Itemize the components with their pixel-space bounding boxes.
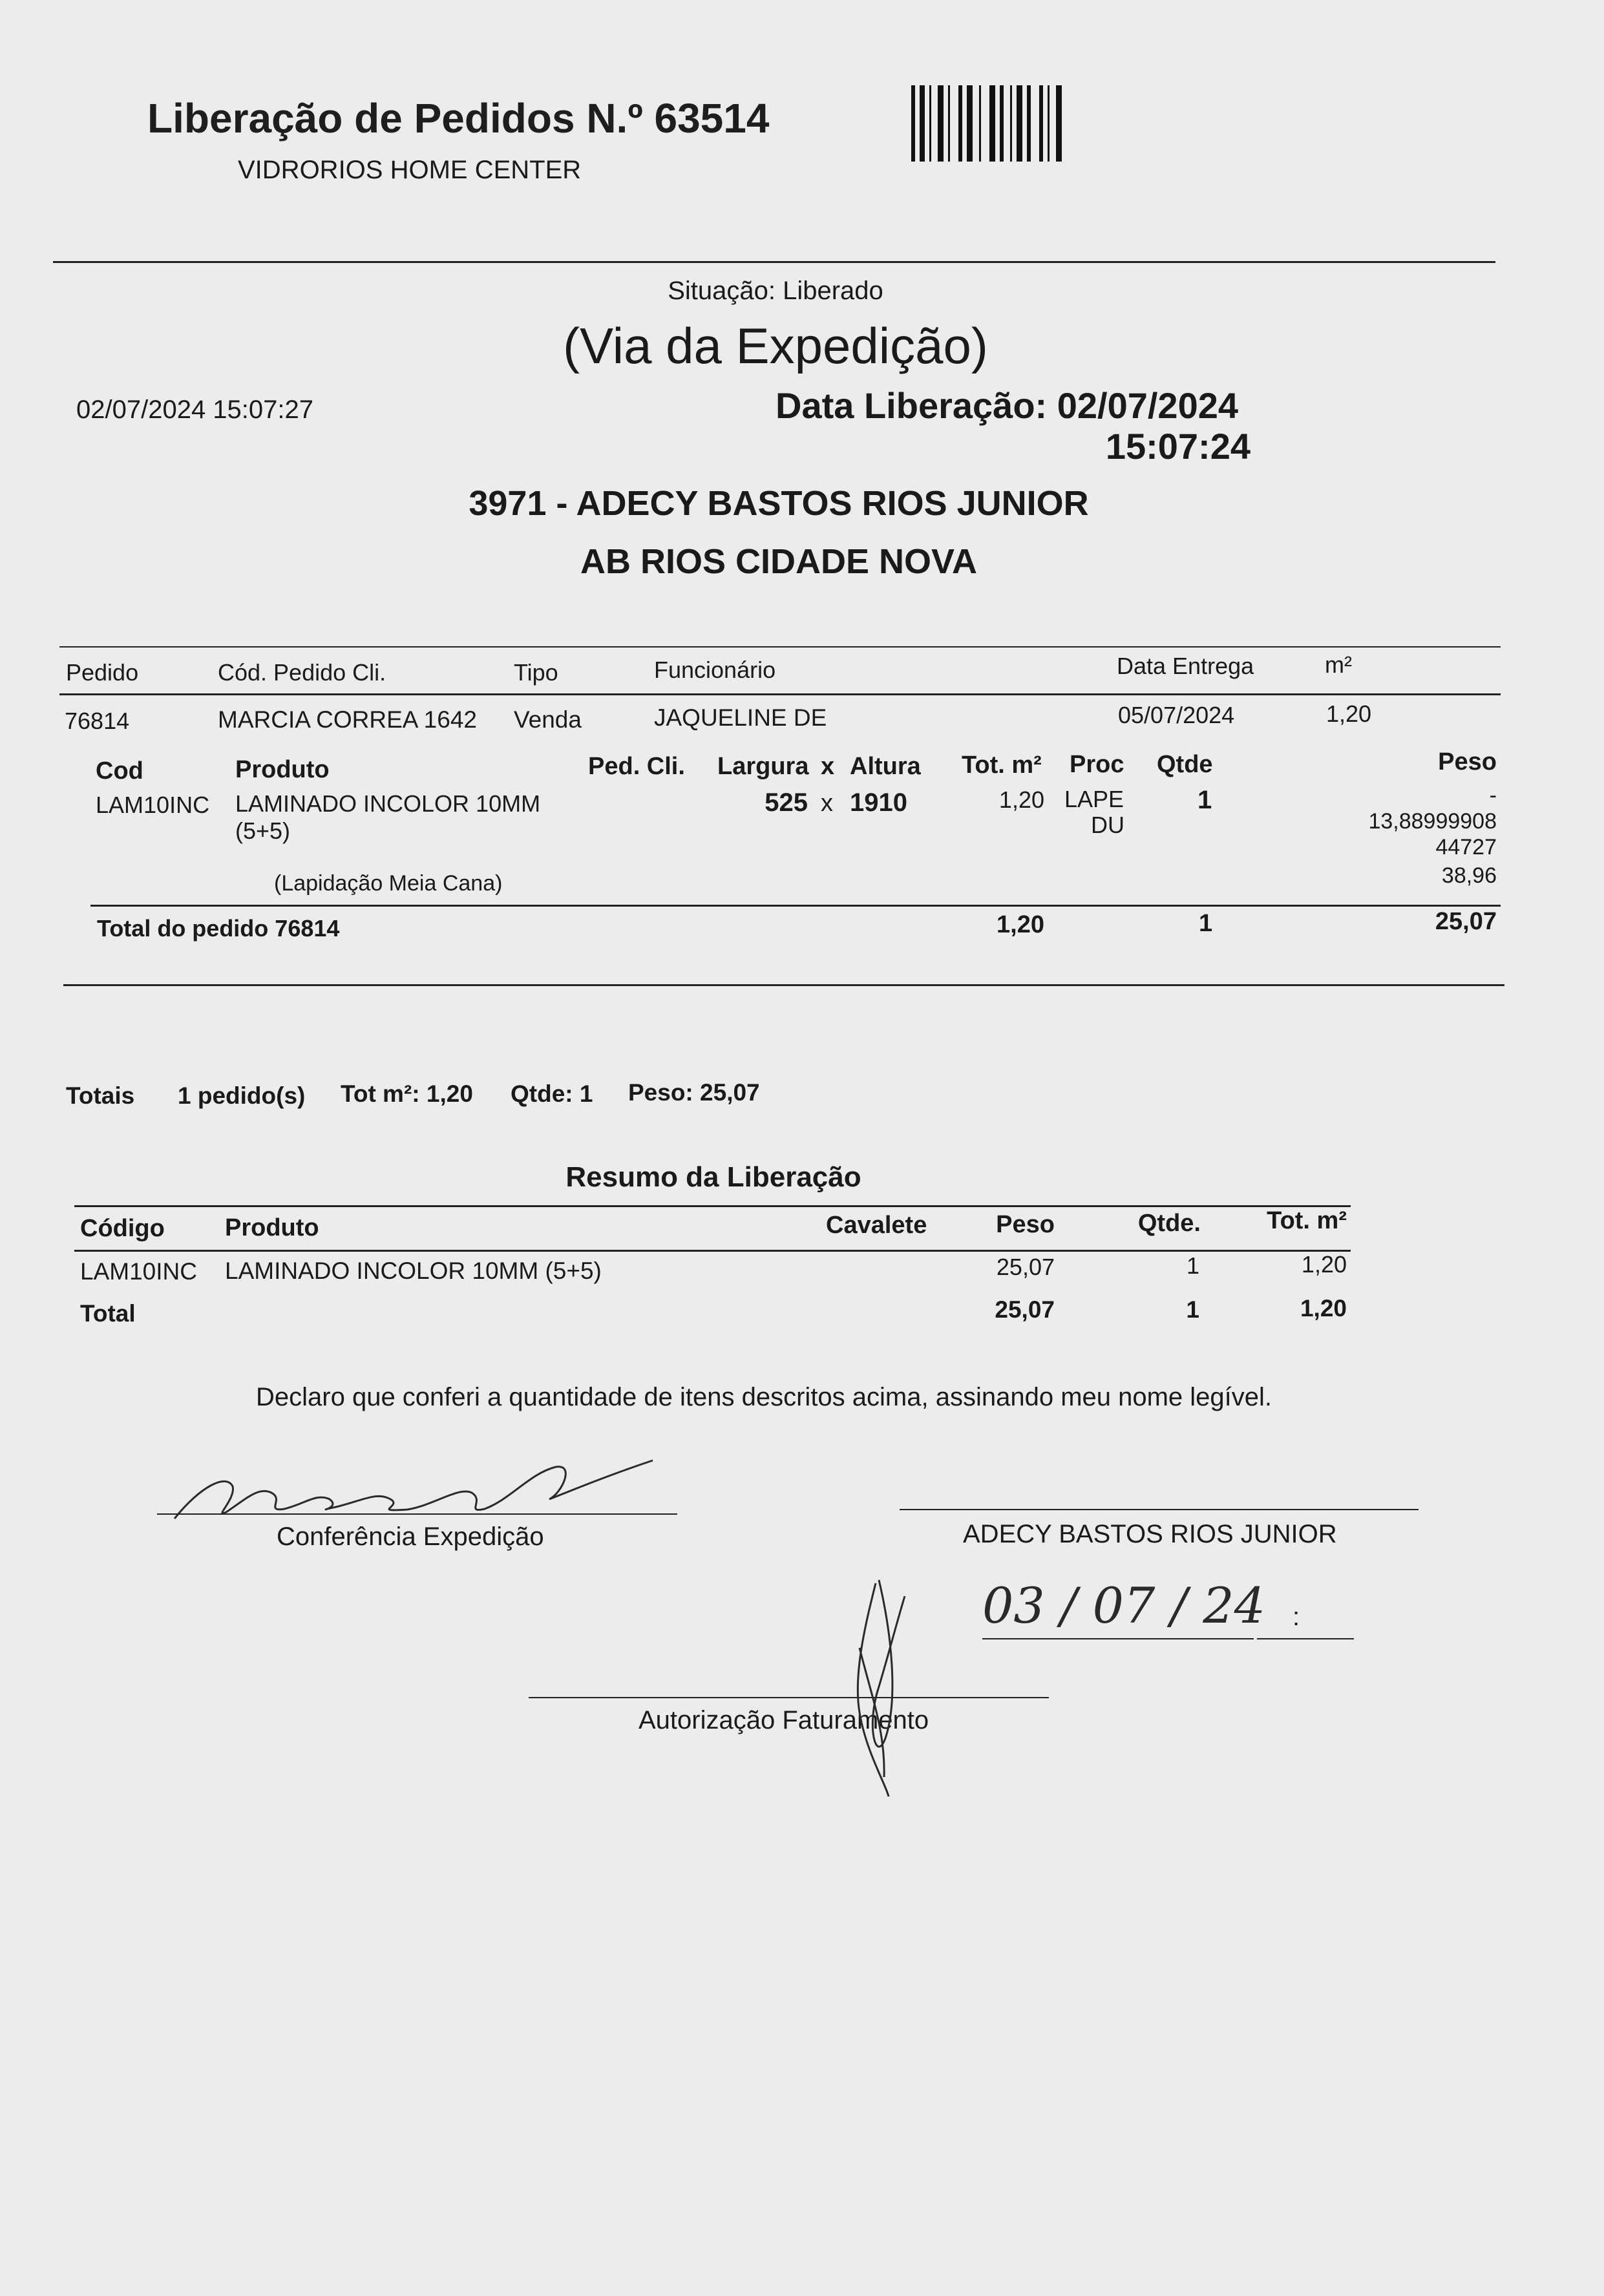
item-tot-m2: 1,20 bbox=[998, 786, 1044, 813]
summary-col-qtde: Qtde. bbox=[1137, 1210, 1201, 1237]
client-name: 3971 - ADECY BASTOS RIOS JUNIOR bbox=[469, 484, 1089, 523]
item-peso-line2: 13,88999908 bbox=[1368, 809, 1497, 834]
date-suffix-underline bbox=[1257, 1638, 1354, 1639]
item-largura: 525 bbox=[765, 788, 808, 817]
col-m2-header: m² bbox=[1325, 651, 1352, 678]
item-cod: LAM10INC bbox=[96, 792, 210, 818]
item-note: (Lapidação Meia Cana) bbox=[274, 871, 503, 896]
totals-peso: Peso: 25,07 bbox=[628, 1079, 760, 1106]
totals-m2: Tot m²: 1,20 bbox=[341, 1080, 473, 1107]
item-col-peso: Peso bbox=[1438, 748, 1497, 775]
order-pedido: 76814 bbox=[65, 708, 130, 734]
client-store: AB RIOS CIDADE NOVA bbox=[580, 542, 978, 581]
col-pedido-header: Pedido bbox=[66, 659, 139, 686]
col-tipo-header: Tipo bbox=[514, 659, 558, 686]
order-cod-pedido-cli: MARCIA CORREA 1642 bbox=[218, 706, 477, 733]
item-proc-line2: DU bbox=[1091, 812, 1124, 838]
status-text: Situação: Liberado bbox=[668, 277, 883, 305]
item-col-largura: Largura bbox=[717, 753, 809, 780]
col-data-entrega-header: Data Entrega bbox=[1117, 653, 1254, 679]
client-signature-line bbox=[900, 1509, 1419, 1510]
order-total-line bbox=[90, 905, 1501, 907]
item-x: x bbox=[821, 790, 833, 817]
item-peso-dash: - bbox=[1489, 783, 1497, 808]
header-divider bbox=[53, 261, 1495, 263]
autorizacao-label: Autorização Faturamento bbox=[638, 1706, 929, 1734]
copy-label: (Via da Expedição) bbox=[563, 317, 988, 374]
order-total-qtde: 1 bbox=[1199, 910, 1213, 937]
conferencia-signature-line bbox=[157, 1513, 677, 1515]
totals-pedidos: 1 pedido(s) bbox=[178, 1082, 306, 1109]
col-funcionario-header: Funcionário bbox=[654, 657, 776, 683]
order-tipo: Venda bbox=[514, 706, 582, 733]
totals-label: Totais bbox=[66, 1082, 135, 1109]
handwritten-date: 03 / 07 / 24 bbox=[982, 1577, 1265, 1634]
summary-title: Resumo da Liberação bbox=[565, 1161, 861, 1193]
print-datetime: 02/07/2024 15:07:27 bbox=[76, 395, 314, 424]
release-time: 15:07:24 bbox=[1105, 426, 1250, 467]
summary-top-line bbox=[74, 1205, 1351, 1207]
summary-row-qtde: 1 bbox=[1186, 1252, 1199, 1279]
signature-autorizacao bbox=[840, 1570, 918, 1803]
client-signature-name: ADECY BASTOS RIOS JUNIOR bbox=[963, 1520, 1337, 1548]
order-funcionario: JAQUELINE DE bbox=[654, 704, 827, 731]
summary-total-qtde: 1 bbox=[1186, 1296, 1199, 1323]
item-peso-line3: 44727 bbox=[1435, 835, 1497, 859]
date-underline bbox=[982, 1638, 1254, 1639]
totals-qtde: Qtde: 1 bbox=[511, 1080, 593, 1107]
item-col-qtde: Qtde bbox=[1157, 751, 1213, 778]
summary-col-peso: Peso bbox=[996, 1211, 1055, 1238]
orders-end-line bbox=[63, 984, 1504, 986]
declaration-text: Declaro que conferi a quantidade de itens descritos acima, assinando meu nome legível. bbox=[256, 1383, 1272, 1411]
item-produto-line2: (5+5) bbox=[235, 817, 291, 844]
release-date: Data Liberação: 02/07/2024 bbox=[776, 385, 1238, 426]
order-m2: 1,20 bbox=[1326, 700, 1372, 727]
item-peso-line4: 38,96 bbox=[1441, 863, 1497, 888]
conferencia-label: Conferência Expedição bbox=[277, 1522, 544, 1551]
document-title: Liberação de Pedidos N.º 63514 bbox=[147, 95, 770, 142]
item-col-proc: Proc bbox=[1070, 751, 1124, 778]
order-total-label: Total do pedido 76814 bbox=[97, 915, 340, 942]
summary-col-codigo: Código bbox=[80, 1215, 165, 1242]
summary-col-tot-m2: Tot. m² bbox=[1267, 1207, 1347, 1234]
barcode bbox=[911, 85, 1163, 162]
summary-col-produto: Produto bbox=[225, 1214, 319, 1241]
col-cod-pedido-cli-header: Cód. Pedido Cli. bbox=[218, 659, 386, 686]
item-altura: 1910 bbox=[850, 788, 907, 817]
company-name: VIDRORIOS HOME CENTER bbox=[238, 156, 582, 184]
order-header-bottom-line bbox=[59, 693, 1501, 695]
order-header-top-line bbox=[59, 646, 1501, 648]
summary-col-cavalete: Cavalete bbox=[826, 1212, 927, 1239]
summary-total-label: Total bbox=[80, 1300, 136, 1327]
item-col-tot-m2: Tot. m² bbox=[962, 752, 1042, 779]
item-col-x: x bbox=[821, 753, 835, 780]
item-qtde: 1 bbox=[1198, 786, 1212, 814]
order-total-peso: 25,07 bbox=[1435, 908, 1497, 935]
date-suffix: : bbox=[1293, 1603, 1300, 1631]
item-produto-line1: LAMINADO INCOLOR 10MM bbox=[235, 790, 541, 817]
item-col-cod: Cod bbox=[96, 757, 143, 785]
summary-total-tot-m2: 1,20 bbox=[1300, 1295, 1347, 1322]
item-col-produto: Produto bbox=[235, 756, 330, 783]
item-proc-line1: LAPE bbox=[1064, 786, 1124, 812]
item-col-ped-cli: Ped. Cli. bbox=[588, 753, 685, 780]
autorizacao-signature-line bbox=[529, 1697, 1049, 1698]
summary-row-peso: 25,07 bbox=[996, 1254, 1055, 1280]
order-data-entrega: 05/07/2024 bbox=[1118, 702, 1235, 728]
item-col-altura: Altura bbox=[850, 753, 921, 780]
summary-header-line bbox=[74, 1250, 1351, 1252]
summary-total-peso: 25,07 bbox=[995, 1296, 1055, 1323]
summary-row-produto: LAMINADO INCOLOR 10MM (5+5) bbox=[225, 1258, 602, 1284]
order-total-m2: 1,20 bbox=[997, 911, 1044, 938]
summary-row-codigo: LAM10INC bbox=[80, 1258, 197, 1285]
summary-row-tot-m2: 1,20 bbox=[1301, 1251, 1347, 1278]
